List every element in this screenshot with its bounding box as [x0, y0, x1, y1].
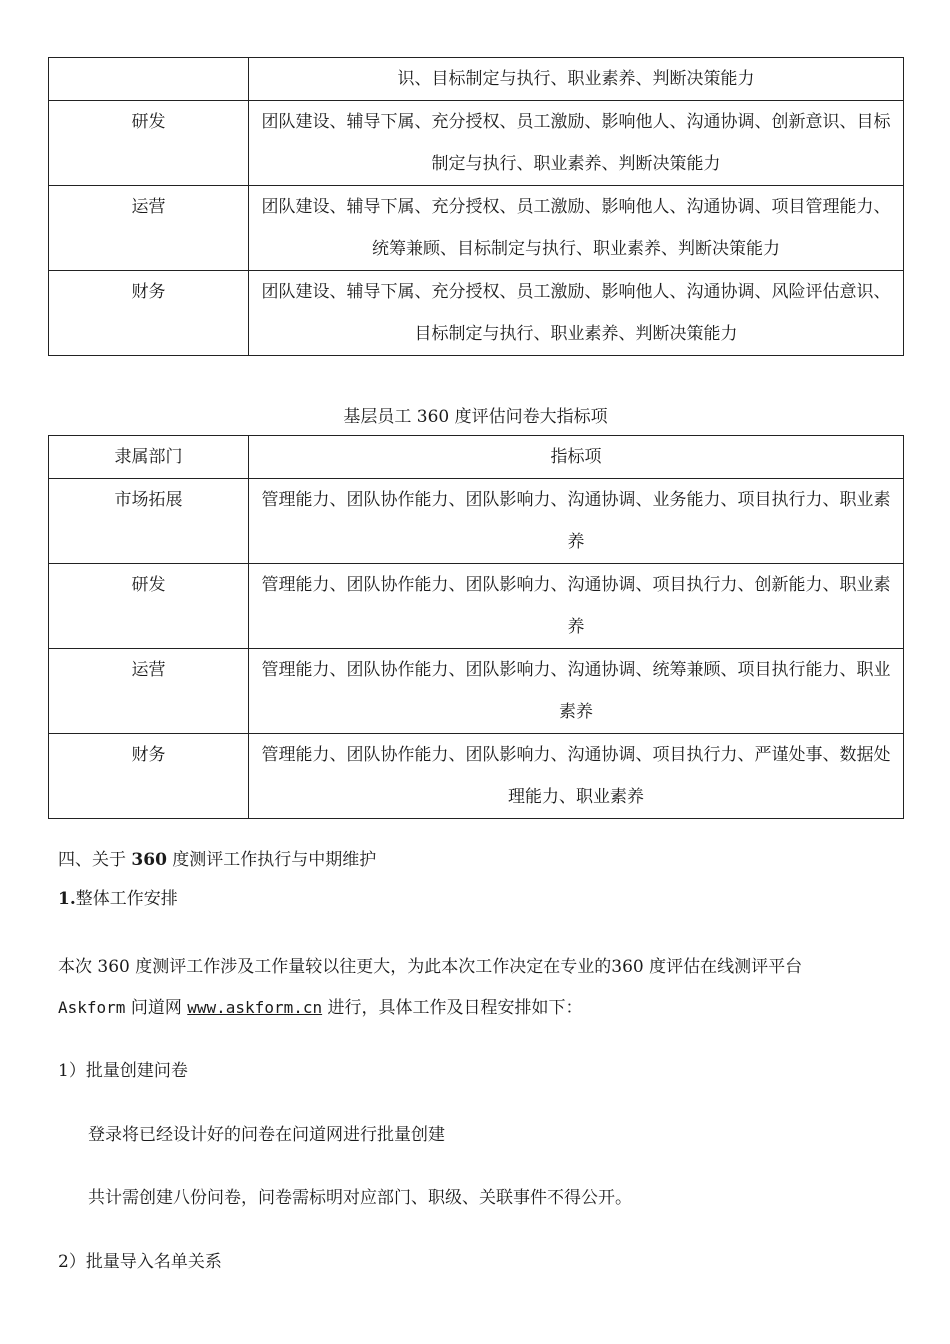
- header-indicator: 指标项: [249, 436, 904, 479]
- dept-cell: [49, 58, 249, 101]
- table-row: [49, 101, 904, 186]
- indicator-cell: 识、目标制定与执行、职业素养、判断决策能力: [249, 58, 904, 101]
- indicator-cell: 团队建设、辅导下属、充分授权、员工激励、影响他人、沟通协调、风险评估意识、目标制定与执行、职业素养、判断决策能力: [249, 271, 904, 356]
- dept-cell: 运营: [49, 649, 249, 734]
- table-row: [49, 271, 904, 356]
- section-heading: 四、关于 360 度测评工作执行与中期维护: [58, 850, 377, 870]
- indicator-cell: 管理能力、团队协作能力、团队影响力、沟通协调、统筹兼顾、项目执行能力、职业素养: [249, 649, 904, 734]
- indicator-cell: 管理能力、团队协作能力、团队影响力、沟通协调、项目执行力、创新能力、职业素养: [249, 564, 904, 649]
- step1-line1: 登录将已经设计好的问卷在问道网进行批量创建: [88, 1125, 445, 1145]
- dept-cell: 研发: [49, 564, 249, 649]
- table-row: [49, 58, 904, 101]
- step2-title: 2）批量导入名单关系: [58, 1252, 222, 1272]
- staff-indicator-table: [48, 435, 904, 819]
- step1-line2: 共计需创建八份问卷，问卷需标明对应部门、职级、关联事件不得公开。: [88, 1188, 632, 1208]
- indicator-cell: 团队建设、辅导下属、充分授权、员工激励、影响他人、沟通协调、创新意识、目标制定与执行、职业素养、判断决策能力: [249, 101, 904, 186]
- dept-cell: 财务: [49, 734, 249, 819]
- header-dept: 隶属部门: [49, 436, 249, 479]
- table-caption: 基层员工 360 度评估问卷大指标项: [343, 407, 608, 427]
- table-row: [49, 649, 904, 734]
- intro-paragraph-line1: 本次 360 度测评工作涉及工作量较以往更大，为此本次工作决定在专业的360 度评估在线测评平台: [58, 957, 803, 977]
- table-row: [49, 186, 904, 271]
- indicator-cell: 团队建设、辅导下属、充分授权、员工激励、影响他人、沟通协调、项目管理能力、统筹兼顾、目标制定与执行、职业素养、判断决策能力: [249, 186, 904, 271]
- management-indicator-table-continued: [48, 57, 904, 356]
- intro-paragraph-line2: Askform 问道网 www.askform.cn 进行，具体工作及日程安排如下：: [58, 998, 583, 1018]
- table-row: [49, 734, 904, 819]
- indicator-cell: 管理能力、团队协作能力、团队影响力、沟通协调、项目执行力、严谨处事、数据处理能力、职业素养: [249, 734, 904, 819]
- dept-cell: 研发: [49, 101, 249, 186]
- step1-title: 1）批量创建问卷: [58, 1061, 188, 1081]
- table-header-row: [49, 436, 904, 479]
- dept-cell: 财务: [49, 271, 249, 356]
- askform-link[interactable]: www.askform.cn: [187, 998, 323, 1017]
- dept-cell: 市场拓展: [49, 479, 249, 564]
- table-row: [49, 479, 904, 564]
- subsection-heading: 1.整体工作安排: [58, 889, 178, 909]
- dept-cell: 运营: [49, 186, 249, 271]
- indicator-cell: 管理能力、团队协作能力、团队影响力、沟通协调、业务能力、项目执行力、职业素养: [249, 479, 904, 564]
- table-row: [49, 564, 904, 649]
